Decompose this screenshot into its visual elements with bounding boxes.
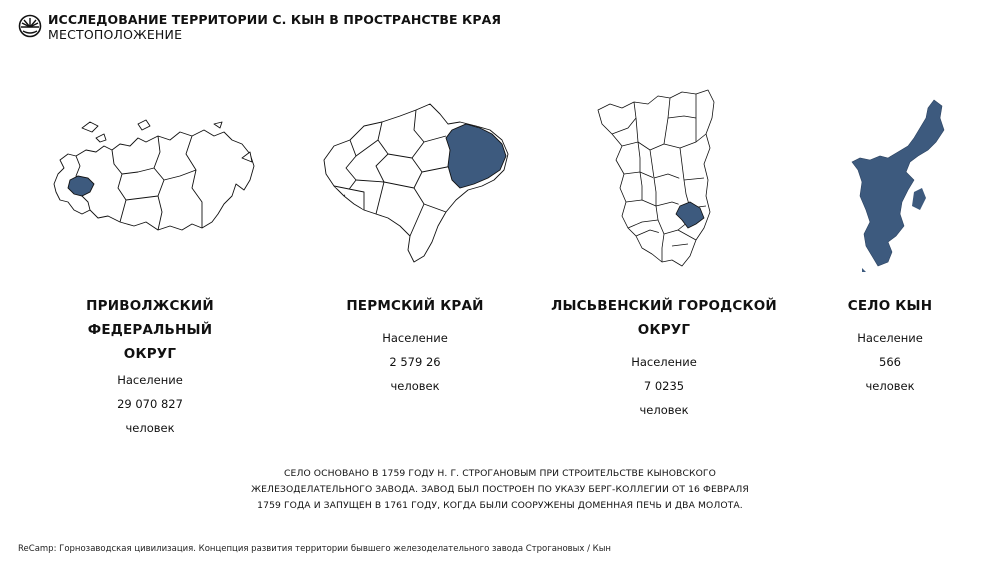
region-title-perm: ПЕРМСКИЙ КРАЙ xyxy=(346,298,484,314)
footer-credit: ReCamp: Горнозаводская цивилизация. Концепция развития территории бывшего железоделательного завода Строгановых / Кын xyxy=(18,544,611,554)
population-label: Население xyxy=(631,355,697,369)
volga-district-map xyxy=(320,100,520,266)
population-unit: человек xyxy=(125,421,175,435)
region-title-volga: ПРИВОЛЖСКИЙ ФЕДЕРАЛЬНЫЙ ОКРУГ xyxy=(86,298,214,362)
perm-krai-map xyxy=(592,88,718,270)
population-value: 2 579 26 xyxy=(389,355,441,369)
region-column-perm xyxy=(310,294,520,398)
page-subtitle: МЕСТОПОЛОЖЕНИЕ xyxy=(48,27,183,42)
population-value: 7 0235 xyxy=(643,379,685,393)
history-description: СЕЛО ОСНОВАНО В 1759 ГОДУ Н. Г. СТРОГАНОВЫМ ПРИ СТРОИТЕЛЬСТВЕ КЫНОВСКОГО ЖЕЛЕЗОДЕЛАТЕЛЬНОГО ЗАВОДА. ЗАВОД БЫЛ ПОСТРОЕН ПО УКАЗУ БЕРГ-КОЛЛЕГИИ ОТ 16 ФЕВРАЛЯ 1759 ГОДА И ЗАПУЩЕН В 1761 ГОДУ, КОГДА БЫЛИ СООРУЖЕНЫ ДОМЕННАЯ ПЕЧЬ И ДВА МОЛОТА. xyxy=(251,468,749,511)
population-label: Население xyxy=(857,331,923,345)
population-unit: человек xyxy=(639,403,689,417)
russia-map xyxy=(46,118,258,242)
population-value: 29 070 827 xyxy=(117,397,183,411)
logo-icon xyxy=(18,14,42,38)
page-title: ИССЛЕДОВАНИЕ ТЕРРИТОРИИ С. КЫН В ПРОСТРАНСТВЕ КРАЯ xyxy=(48,12,502,27)
kyn-village-map xyxy=(848,96,948,272)
population-unit: человек xyxy=(390,379,440,393)
region-column-volga xyxy=(30,294,270,440)
region-title-kyn: СЕЛО КЫН xyxy=(847,298,933,314)
population-value: 566 xyxy=(879,355,901,369)
region-column-kyn xyxy=(820,294,960,398)
region-title-lysva: ЛЫСЬВЕНСКИЙ ГОРОДСКОЙ ОКРУГ xyxy=(551,298,777,338)
region-column-lysva xyxy=(530,294,798,422)
population-label: Население xyxy=(382,331,448,345)
population-label: Население xyxy=(117,373,183,387)
population-unit: человек xyxy=(865,379,915,393)
header xyxy=(18,12,501,42)
